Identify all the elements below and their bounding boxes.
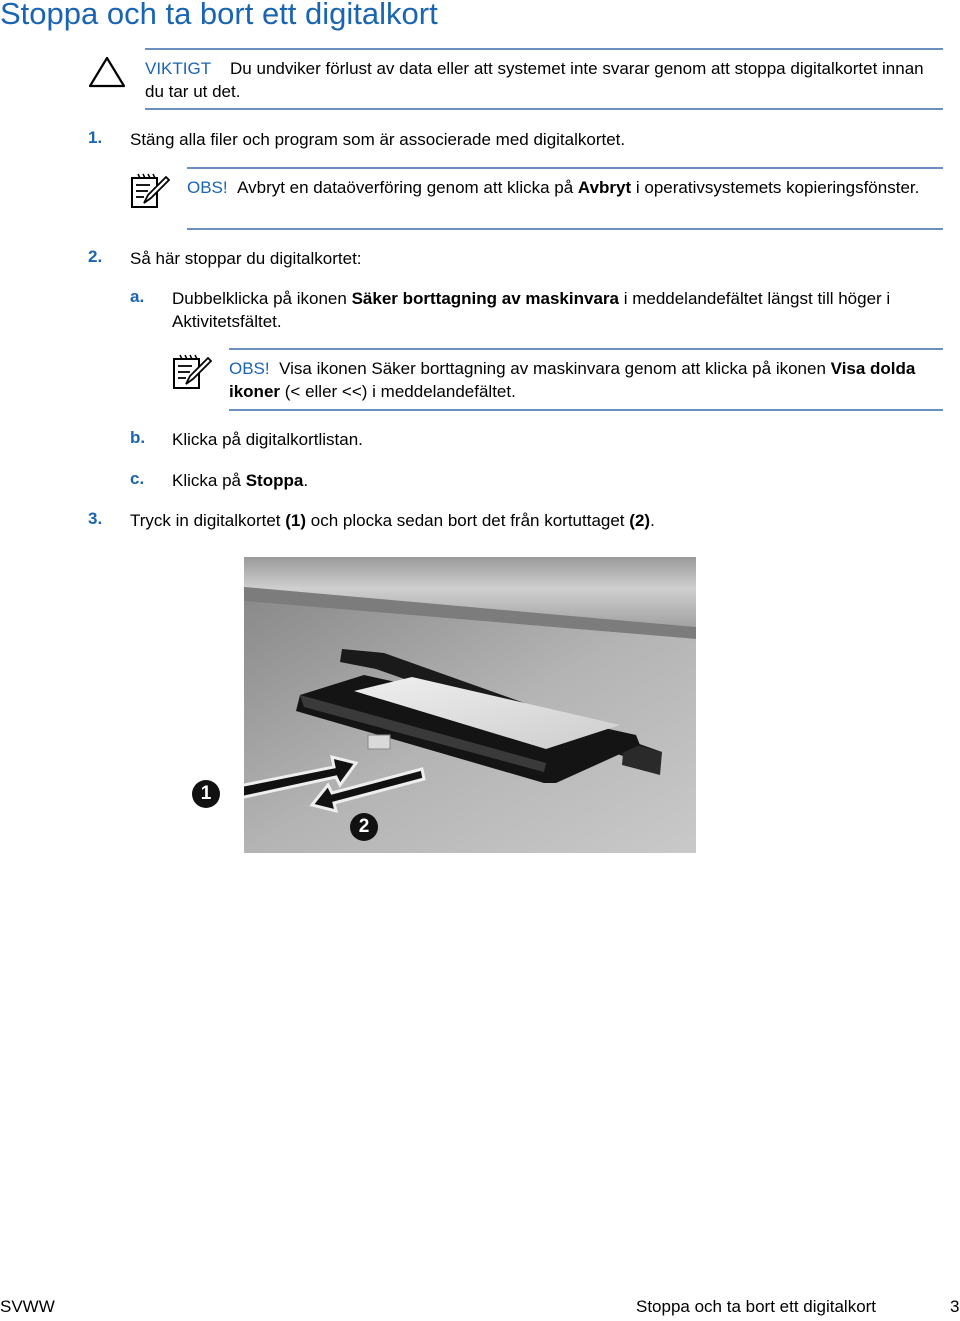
note-1-bottom-rule	[187, 228, 943, 230]
step-3-text-b2: (2)	[629, 511, 651, 530]
important-bottom-rule	[145, 108, 943, 110]
substep-c-text-bold: Stoppa	[245, 471, 304, 490]
footer-left: SVWW	[0, 1297, 55, 1316]
substep-a-text-bold: Säker borttagning av maskinvara	[351, 289, 619, 308]
note-2-label: OBS!	[229, 359, 270, 378]
important-text: Du undviker förlust av data eller att systemet inte svarar genom att stoppa digitalkortet innan du tar ut det.	[145, 59, 924, 101]
substep-a-text	[172, 287, 932, 333]
step-2-number: 2.	[88, 247, 103, 266]
step-3-text-b1: (1)	[285, 511, 307, 530]
substep-a-letter: a.	[130, 287, 145, 306]
note-1-text-pre: Avbryt en dataöverföring genom att klicka på	[237, 178, 574, 197]
note-1-label: OBS!	[187, 178, 228, 197]
note-1	[187, 176, 937, 199]
footer-page-number: 3	[950, 1297, 960, 1316]
note-pencil-icon	[130, 171, 170, 211]
note-2-top-rule	[229, 348, 943, 350]
callout-1-outer: 1	[192, 780, 220, 808]
substep-a-text-pre: Dubbelklicka på ikonen	[172, 289, 347, 308]
step-1-number: 1.	[88, 128, 103, 147]
substep-c-text	[172, 469, 308, 492]
note-2-bottom-rule	[229, 409, 943, 411]
step-1-text: Stäng alla filer och program som är associerade med digitalkortet.	[130, 130, 626, 149]
important-top-rule	[145, 48, 943, 50]
substep-c-letter: c.	[130, 469, 145, 488]
important-block	[145, 57, 945, 103]
note-1-text-post: i operativsystemets kopieringsfönster.	[635, 178, 920, 197]
step-3-text-pre: Tryck in digitalkortet	[130, 511, 281, 530]
step-2-text: Så här stoppar du digitalkortet:	[130, 249, 362, 268]
footer-center: Stoppa och ta bort ett digitalkort	[636, 1297, 877, 1316]
note-2-text-post: (< eller <<) i meddelandefältet.	[284, 382, 516, 401]
note-1-text-bold: Avbryt	[577, 178, 632, 197]
step-3-text-post: .	[650, 511, 655, 530]
substep-c-text-pre: Klicka på	[172, 471, 241, 490]
card-removal-illustration	[244, 557, 696, 853]
callout-2: 2	[350, 813, 378, 841]
warning-icon	[88, 56, 126, 88]
important-label: VIKTIGT	[145, 59, 212, 78]
substep-a-text-post: i meddelandefältet längst till höger i Aktivitetsfältet.	[172, 289, 891, 331]
step-3-text-mid: och plocka sedan bort det från kortuttaget	[310, 511, 625, 530]
note-2-text-pre: Visa ikonen Säker borttagning av maskinvara genom att klicka på ikonen	[279, 359, 826, 378]
step-3-number: 3.	[88, 509, 103, 528]
note-pencil-icon	[172, 352, 212, 392]
substep-b-letter: b.	[130, 428, 146, 447]
substep-b-text: Klicka på digitalkortlistan.	[172, 430, 363, 449]
substep-c-text-post: .	[303, 471, 309, 490]
note-2	[229, 357, 945, 403]
note-2-text-bold: Visa dolda ikoner	[229, 359, 916, 401]
page-title: Stoppa och ta bort ett digitalkort	[0, 0, 438, 31]
note-1-top-rule	[187, 167, 943, 169]
step-3-text	[130, 509, 655, 532]
